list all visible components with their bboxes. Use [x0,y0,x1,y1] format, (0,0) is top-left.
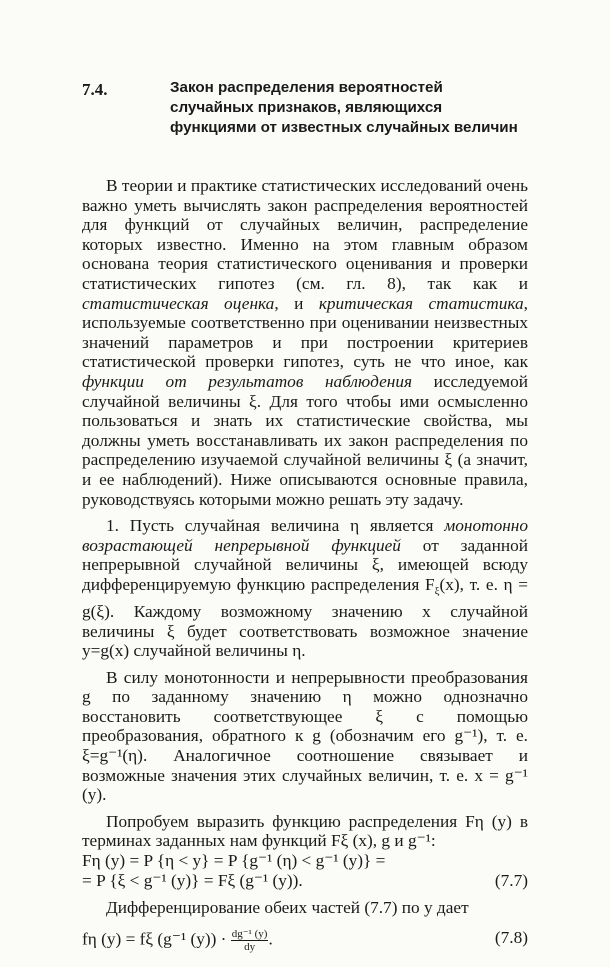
fraction-numerator: dg⁻¹ (y) [231,927,268,940]
section-number: 7.4. [82,80,108,99]
equation-number: (7.8) [494,927,528,947]
text-run: , и [274,293,319,313]
text-run: (x), т. е. η = g(ξ). Каждому возможному значению x случайной величины ξ будет соответствовать возможное значение y=g(x) случайной величины η. [82,574,528,661]
text-run: , используемые соответственно при оценивании неизвестных значений параметров и при построении критериев статистической проверки гипотез, суть не что иное, как [82,293,528,372]
formula-lhs: fη (y) = fξ (g⁻¹ (y)) · [82,929,231,949]
paragraph-monotone [82,516,528,661]
paragraph-inverse: В силу монотонности и непрерывности преобразования g по заданному значению η можно однозначно восстановить соответствующее ξ с помощью преобразования, обратного к g (обозначим его g⁻¹), т. е. ξ=g⁻¹(η). Аналогичное соотношение связывает и возможные значения этих случайных величин, т. е. x = g⁻¹ (y). [82,667,528,805]
subscript: ξ [434,585,440,598]
formula-text [82,928,273,953]
formula-text: Fη (y) = P {η < y} = P {g⁻¹ (η) < g⁻¹ (y)} = [82,851,386,871]
text-run: от заданной непрерывной случайной величины ξ, имеющей всюду дифференцируемую функцию распределения F [82,535,528,594]
fraction-denominator: dy [244,940,256,953]
fraction [231,928,269,953]
emphasis: критическая статистика [318,293,524,313]
formula-end: . [268,929,273,949]
emphasis: функции от результатов наблюдения [82,371,413,391]
text-run: 1. Пусть случайная величина η является [106,516,445,536]
emphasis: монотонно возрастающей непрерывной функцией [82,516,528,555]
paragraph-express: Попробуем выразить функцию распределения Fη (y) в терминах заданных нам функций Fξ (x), g и g⁻¹: [82,811,528,851]
emphasis: статистическая оценка [82,293,275,313]
body-text [82,176,528,954]
formula-7-8 [82,918,528,954]
equation-number: (7.7) [494,871,528,891]
paragraph-intro [82,176,528,509]
formula-7-7-line2 [82,871,528,891]
formula-text: = P {ξ < g⁻¹ (y)} = Fξ (g⁻¹ (y)). [82,871,303,891]
text-run: В теории и практике статистических исследований очень важно уметь вычислять закон распределения вероятностей для функций от случайных величин, распределение которых известно. Именно на этом главным образом основана теория статистического оценивания и проверки статистических гипотез (см. гл. 8), так как и [82,176,528,293]
section-title: Закон распределения вероятностей случайных признаков, являющихся функциями от известных случайных величин [170,79,518,136]
text-run: исследуемой случайной величины ξ. Для того чтобы ими осмысленно пользоваться и знать их статистические свойства, мы должны уметь восстанавливать их закон распределения по распределению изучаемой случайной величины ξ (а значит, и ее наблюдений). Ниже описываются основные правила, руководствуясь которыми можно решать эту задачу. [82,371,528,509]
formula-7-7-line1 [82,851,528,871]
paragraph-differentiate: Дифференцирование обеих частей (7.7) по y дает [106,898,469,918]
